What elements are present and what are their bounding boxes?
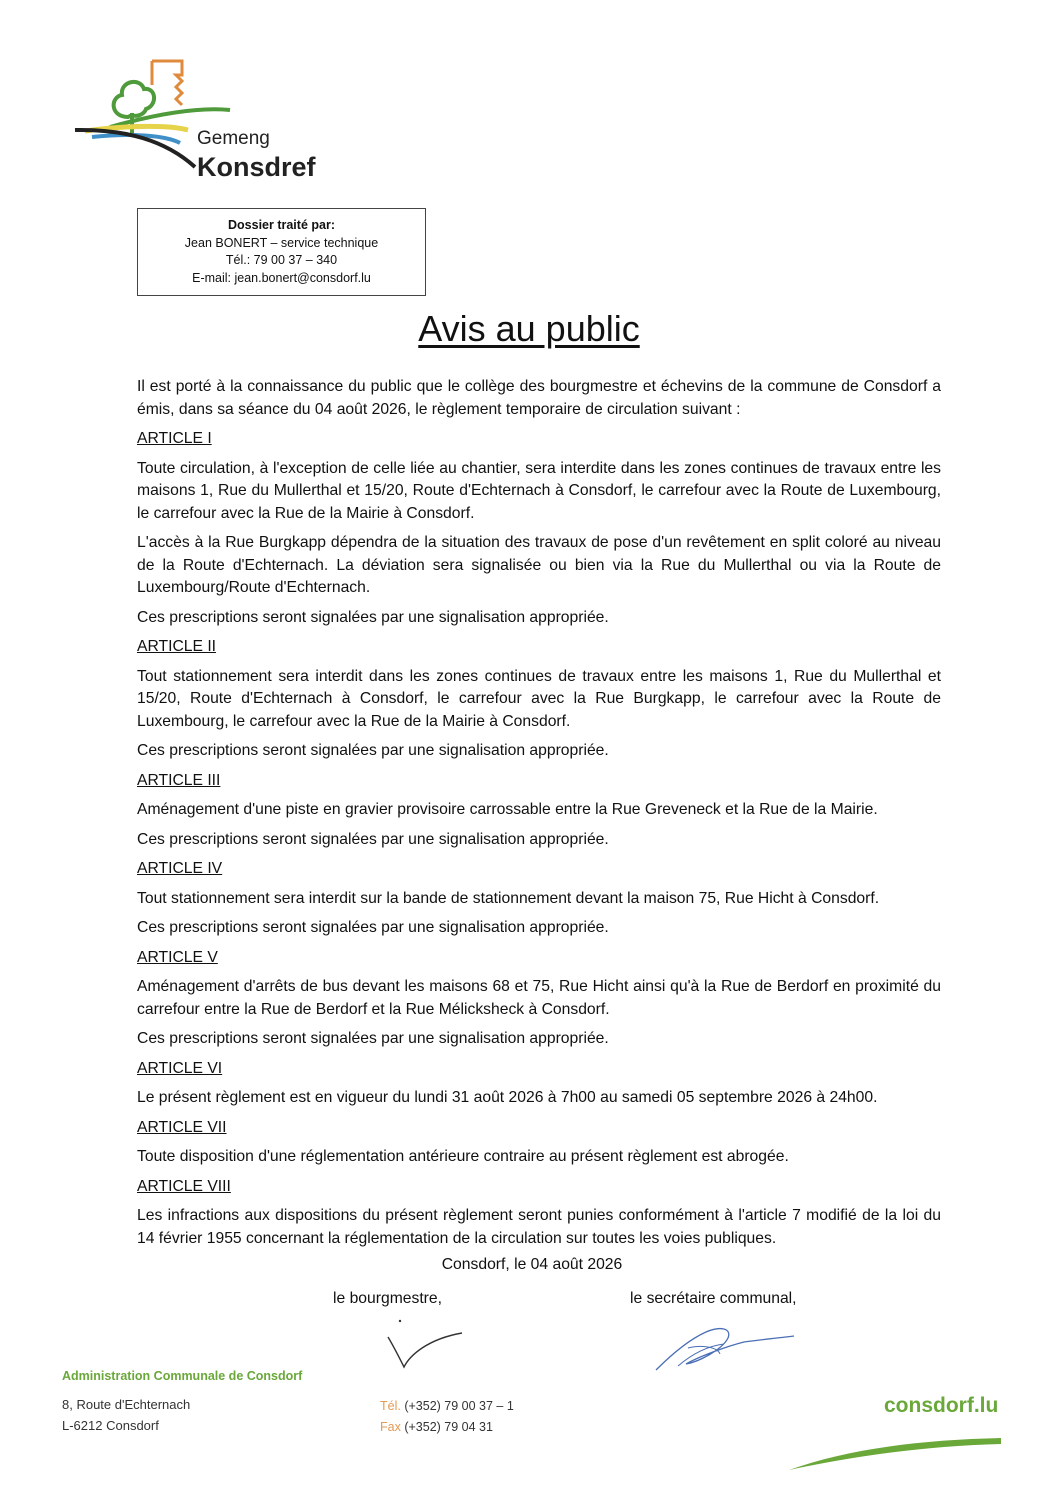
brand-swoosh-icon: [785, 1428, 1005, 1478]
signature-label-secretary: le secrétaire communal,: [630, 1290, 797, 1307]
notice-body: [137, 376, 941, 1257]
place-date: Consdorf, le 04 août 2026: [441, 1256, 623, 1273]
footer-fax-value: (+352) 79 04 31: [404, 1420, 493, 1434]
article-paragraph: Le présent règlement est en vigueur du lundi 31 août 2026 à 7h00 au samedi 05 septembre 2026 à 24h00.: [137, 1089, 878, 1106]
footer-fax-label: Fax: [380, 1420, 401, 1434]
article-heading: ARTICLE II: [137, 638, 217, 655]
footer-address-line2: L-6212 Consdorf: [62, 1418, 159, 1433]
article-paragraph: Aménagement d'une piste en gravier provisoire carrossable entre la Rue Greveneck et la Rue de la Mairie.: [137, 801, 878, 818]
article-paragraph: Toute disposition d'une réglementation antérieure contraire au présent règlement est abrogée.: [137, 1148, 789, 1165]
article-paragraph: Ces prescriptions seront signalées par une signalisation appropriée.: [137, 830, 609, 848]
article-paragraph: Les infractions aux dispositions du présent règlement seront punies conformément à l'article 7 modifié de la loi du 14 février 1955 concernant la réglementation de la circulation sur toutes les voies publiques.: [137, 1207, 941, 1247]
article-paragraph: Tout stationnement sera interdit dans les zones continues de travaux entre les maisons 1, Rue du Mullerthal et 15/20, Route d'Echternach à Consdorf, le carrefour avec la Rue Burgkapp, le carrefour avec la Route de Luxembourg, le carrefour avec la Rue de la Mairie à Consdorf.: [137, 667, 941, 730]
footer-address: [62, 1394, 190, 1436]
article-heading: ARTICLE I: [137, 430, 212, 447]
dossier-email: E-mail: jean.bonert@consdorf.lu: [192, 270, 371, 285]
article-heading: ARTICLE VII: [137, 1118, 227, 1136]
intro-paragraph: Il est porté à la connaissance du public que le collège des bourgmestre et échevins de la commune de Consdorf a émis, dans sa séance du 04 août 2026, le règlement temporaire de circulation suivant :: [137, 378, 941, 418]
article-heading: ARTICLE VIII: [137, 1177, 231, 1195]
article-paragraph: Ces prescriptions seront signalées par une signalisation appropriée.: [137, 742, 609, 759]
signature-label-mayor: le bourgmestre,: [333, 1290, 442, 1307]
footer-contact: [380, 1396, 514, 1438]
footer-tel-label: Tél.: [380, 1399, 401, 1413]
article-paragraph: Ces prescriptions seront signalées par une signalisation appropriée.: [137, 608, 609, 626]
logo-line2: Konsdref: [197, 152, 316, 182]
dossier-box: [137, 208, 426, 296]
dossier-name: Jean BONERT – service technique: [184, 235, 379, 250]
article-paragraph: Tout stationnement sera interdit sur la bande de stationnement devant la maison 75, Rue Hicht à Consdorf.: [137, 889, 880, 907]
article-paragraph: L'accès à la Rue Burgkapp dépendra de la situation des travaux de pose d'un revêtement en split coloré au niveau de la Route d'Echternach. La déviation sera signalisée ou bien via la Rue du Mullerthal ou via la Route de Luxembourg/Route d'Echternach.: [137, 534, 941, 596]
dossier-label: Dossier traité par:: [228, 218, 335, 232]
article-heading: ARTICLE IV: [137, 860, 223, 877]
article-heading: ARTICLE III: [137, 771, 221, 789]
secretary-signature-icon: [648, 1318, 798, 1378]
page-title: Avis au public: [418, 308, 640, 349]
footer-tel-value: (+352) 79 00 37 – 1: [404, 1399, 514, 1413]
footer-organization: Administration Communale de Consdorf: [62, 1369, 303, 1383]
page-title-wrap: [0, 308, 1058, 350]
footer-website: consdorf.lu: [884, 1394, 999, 1417]
article-paragraph: Ces prescriptions seront signalées par une signalisation appropriée.: [137, 919, 609, 936]
mayor-signature-icon: [380, 1315, 470, 1375]
article-paragraph: Aménagement d'arrêts de bus devant les maisons 68 et 75, Rue Hicht ainsi qu'à la Rue de Berdorf en proximité du carrefour entre la Rue de Berdorf et la Rue Mélicksheck à Consdorf.: [137, 978, 941, 1018]
article-heading: ARTICLE V: [137, 948, 218, 966]
article-heading: ARTICLE VI: [137, 1059, 223, 1077]
article-paragraph: Ces prescriptions seront signalées par une signalisation appropriée.: [137, 1030, 609, 1047]
footer-address-line1: 8, Route d'Echternach: [62, 1397, 191, 1412]
logo-line1: Gemeng: [197, 128, 270, 149]
article-paragraph: Toute circulation, à l'exception de celle liée au chantier, sera interdite dans les zones continues de travaux entre les maisons 1, Rue du Mullerthal et 15/20, Route d'Echternach à Consdorf, le carrefour avec la Route de Luxembourg, le carrefour avec la Rue de la Mairie à Consdorf.: [137, 459, 941, 522]
dossier-tel: Tél.: 79 00 37 – 340: [225, 253, 338, 267]
